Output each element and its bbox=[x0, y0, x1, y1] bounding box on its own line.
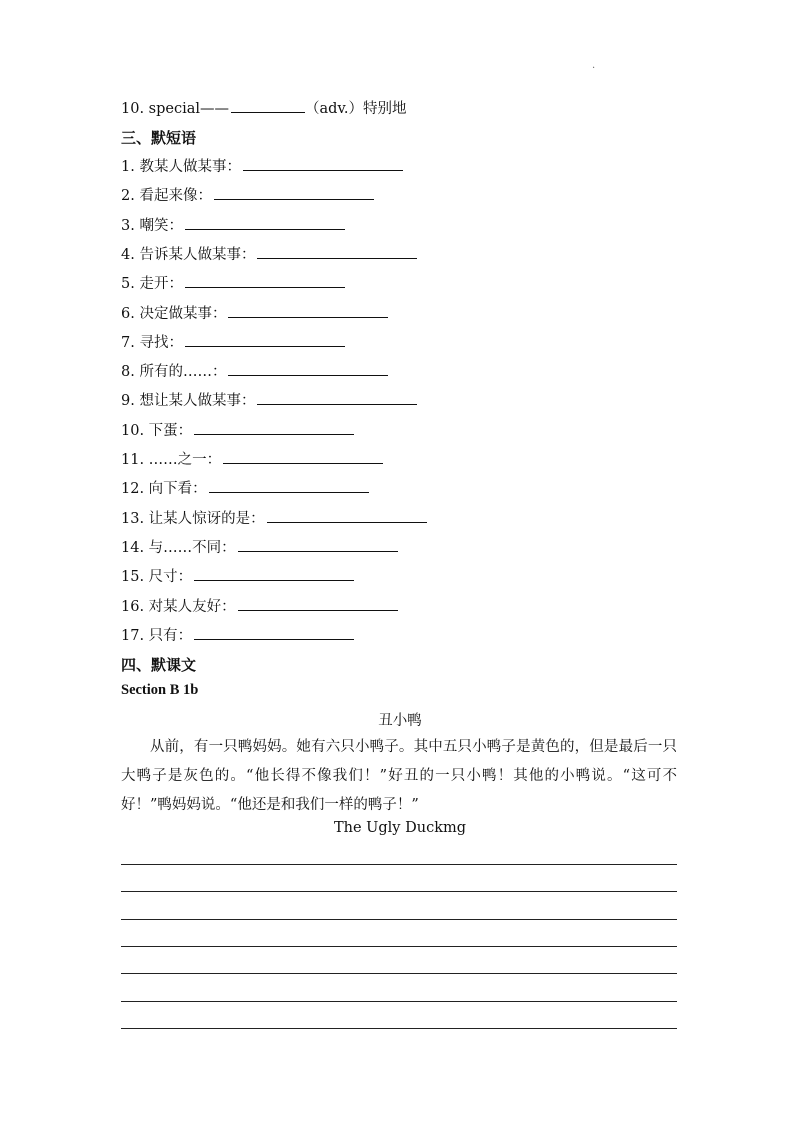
phrase-item-number: 13. bbox=[121, 510, 145, 527]
phrase-item bbox=[121, 566, 354, 587]
vocab-item-word: special—— bbox=[148, 101, 230, 117]
phrase-item-label: 决定做某事： bbox=[139, 305, 227, 322]
phrase-item-number: 12. bbox=[121, 481, 145, 498]
phrase-item-number: 6. bbox=[121, 305, 135, 322]
vocab-item-10 bbox=[121, 98, 407, 119]
phrase-item bbox=[121, 508, 427, 529]
phrase-item bbox=[121, 537, 398, 558]
phrase-item-number: 2. bbox=[121, 188, 135, 205]
phrase-answer-blank[interactable] bbox=[214, 185, 374, 200]
phrase-item-label: 告诉某人做某事： bbox=[139, 246, 256, 263]
chinese-story-title: 丑小鸭 bbox=[378, 713, 422, 729]
phrase-answer-blank[interactable] bbox=[238, 596, 398, 611]
phrase-item-label: 向下看： bbox=[148, 481, 207, 498]
phrase-answer-blank[interactable] bbox=[194, 625, 354, 640]
phrase-item-label: 对某人友好： bbox=[148, 598, 236, 615]
writing-line[interactable] bbox=[121, 1001, 677, 1002]
phrase-item-number: 4. bbox=[121, 246, 135, 263]
phrase-item-label: 尺寸： bbox=[148, 569, 193, 586]
phrase-item bbox=[121, 303, 388, 324]
vocab-item-pos: （adv.）特别地 bbox=[305, 101, 407, 117]
phrase-item bbox=[121, 449, 383, 470]
phrase-answer-blank[interactable] bbox=[185, 273, 345, 288]
phrase-item-number: 11. bbox=[121, 452, 145, 468]
phrase-item bbox=[121, 390, 417, 411]
phrase-item-number: 10. bbox=[121, 422, 145, 439]
phrase-answer-blank[interactable] bbox=[243, 156, 403, 171]
phrase-item-label: 与……不同： bbox=[148, 539, 236, 556]
phrase-answer-blank[interactable] bbox=[257, 390, 417, 405]
phrase-answer-blank[interactable] bbox=[223, 449, 383, 464]
phrase-answer-blank[interactable] bbox=[209, 478, 369, 493]
phrase-item-label: 下蛋： bbox=[148, 422, 193, 439]
phrase-answer-blank[interactable] bbox=[238, 537, 398, 552]
phrase-item bbox=[121, 625, 354, 646]
writing-line[interactable] bbox=[121, 946, 677, 947]
phrase-item-number: 14. bbox=[121, 539, 145, 556]
phrase-item bbox=[121, 156, 403, 177]
phrase-item-number: 7. bbox=[121, 334, 135, 351]
phrase-answer-blank[interactable] bbox=[185, 332, 345, 347]
phrase-item-number: 3. bbox=[121, 217, 135, 234]
writing-line[interactable] bbox=[121, 973, 677, 974]
phrase-item-number: 16. bbox=[121, 598, 145, 615]
phrase-item-label: 嘲笑： bbox=[139, 217, 183, 234]
phrase-item-label: 让某人惊讶的是： bbox=[148, 510, 265, 527]
phrase-item-label: 走开： bbox=[139, 276, 183, 293]
phrase-item bbox=[121, 273, 345, 294]
section4-heading: 四、默课文 bbox=[121, 656, 197, 674]
phrase-answer-blank[interactable] bbox=[228, 361, 388, 376]
phrase-item bbox=[121, 361, 388, 382]
writing-line[interactable] bbox=[121, 1028, 677, 1029]
phrase-item bbox=[121, 478, 369, 499]
writing-line[interactable] bbox=[121, 919, 677, 920]
section3-heading: 三、默短语 bbox=[121, 129, 197, 147]
writing-line[interactable] bbox=[121, 864, 677, 865]
phrase-item bbox=[121, 244, 417, 265]
section-label: Section B 1b bbox=[121, 682, 199, 698]
phrase-answer-blank[interactable] bbox=[228, 303, 388, 318]
phrase-answer-blank[interactable] bbox=[267, 508, 427, 523]
phrase-item bbox=[121, 185, 374, 206]
phrase-item-label: ……之一： bbox=[148, 452, 222, 468]
phrase-answer-blank[interactable] bbox=[194, 566, 354, 581]
phrase-item-label: 想让某人做某事： bbox=[139, 393, 256, 410]
phrase-item-label: 看起来像： bbox=[139, 188, 212, 205]
phrase-answer-blank[interactable] bbox=[185, 215, 345, 230]
phrase-item-number: 15. bbox=[121, 569, 145, 586]
english-story-title: The Ugly Duckmg bbox=[333, 820, 467, 836]
phrase-answer-blank[interactable] bbox=[194, 420, 354, 435]
phrase-item bbox=[121, 420, 354, 441]
phrase-item-number: 5. bbox=[121, 276, 135, 293]
phrase-item-number: 8. bbox=[121, 364, 135, 381]
phrase-item-number: 1. bbox=[121, 159, 135, 175]
vocab-item-number: 10. bbox=[121, 101, 145, 117]
phrase-item bbox=[121, 332, 345, 353]
phrase-item-label: 寻找： bbox=[139, 334, 183, 351]
phrase-item-label: 教某人做某事： bbox=[139, 159, 241, 175]
vocab-answer-blank[interactable] bbox=[231, 98, 305, 113]
phrase-item-number: 9. bbox=[121, 393, 135, 410]
corner-mark: . bbox=[592, 60, 596, 71]
phrase-item-label: 只有： bbox=[148, 627, 193, 644]
phrase-answer-blank[interactable] bbox=[257, 244, 417, 259]
phrase-item-label: 所有的……： bbox=[139, 364, 227, 381]
phrase-item-number: 17. bbox=[121, 627, 145, 644]
phrase-item bbox=[121, 215, 345, 236]
story-paragraph: 从前，有一只鸭妈妈。她有六只小鸭子。其中五只小鸭子是黄色的，但是最后一只大鸭子是灰色的。“他长得不像我们！”好丑的一只小鸭！其他的小鸭说。“这可不好！”鸭妈妈说。“他还是和我们一样的鸭子！” bbox=[121, 739, 677, 813]
writing-line[interactable] bbox=[121, 891, 677, 892]
phrase-item bbox=[121, 596, 398, 617]
